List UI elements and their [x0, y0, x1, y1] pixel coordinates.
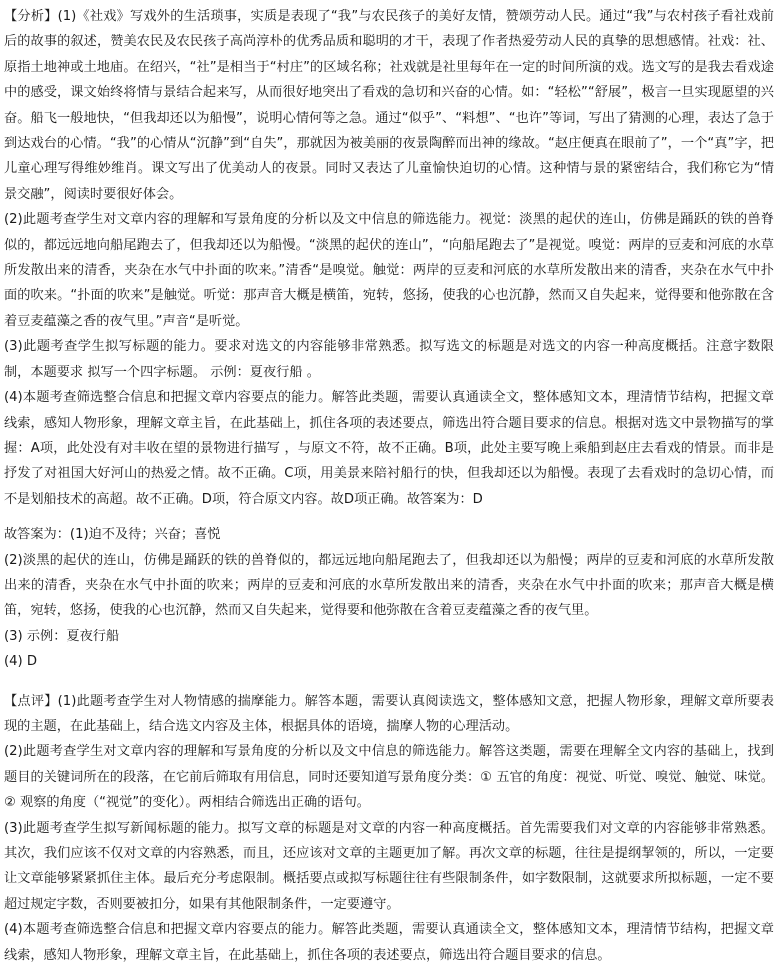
analysis-part-1: 【分析】(1)《社戏》写戏外的生活琐事，实质是表现了“我”与农民孩子的美好友情，赞颂劳动人民。通过“我”与农村孩子看社戏前后的故事的叙述，赞美农民及农民孩子高尚淳朴的优秀品质和聪明的才干，表现了作者热爱劳动人民的真挚的思想感情。社戏：社、原指土地神或土地庙。在绍兴，“社”是相当于“村庄”的区域名称；社戏就是社里每年在一定的时间所演的戏。选文写的是我去看戏途中的感受，课文始终将情与景结合起来写，从而很好地突出了看戏的急切和兴奋的心情。如：“轻松”“舒展”，极言一旦实现愿望的兴奋。船飞一般地快，“但我却还以为船慢”，说明心情何等之急。通过“似乎”、“料想”、“也许”等词，写出了猜测的心理，表达了急于到达戏台的心情。“我”的心情从“沉静”到“自失”，那就因为被美丽的夜景陶醉而出神的缘故。“赵庄便真在眼前了”，一个“真”字，把儿童心理写得维妙维肖。课文写出了优美动人的夜景。同时又表达了儿童愉快迫切的心情。这种情与景的紧密结合，我们称它为“情景交融”，阅读时要很好体会。: [4, 9, 774, 202]
answer-part-2: (2)淡黑的起伏的连山，仿佛是踊跃的铁的兽脊似的，都远远地向船尾跑去了，但我却还以为船慢；两岸的豆麦和河底的水草所发散出来的清香，夹杂在水气中扑面的吹来；两岸的豆麦和河底的水草所发散出来的清香，夹杂在水气中扑面的吹来；那声音大概是横笛，宛转，悠扬，使我的心也沉静，然而又自失起来，觉得要和他弥散在含着豆麦蕴藻之香的夜气里。: [4, 552, 774, 619]
comment-part-2: (2)此题考查学生对文章内容的理解和写景角度的分析以及文中信息的筛选能力。解答这类题，需要在理解全文内容的基础上，找到题目的关键词所在的段落，在它前后筛取有用信息，同时还要知道写景角度分类：① 五官的角度：视觉、听觉、嗅觉、触觉、味觉。② 观察的角度（“视觉”的变化）。两相结合筛选出正确的语句。: [4, 744, 774, 811]
analysis-part-3: (3)此题考查学生拟写标题的能力。要求对选文的内容能够非常熟悉。拟写选文的标题是对选文的内容一种高度概括。注意字数限制，本题要求 拟写一个四字标题。 示例：夏夜行船 。: [4, 339, 774, 380]
answer-part-4: (4) D: [4, 654, 38, 670]
section-gap: [4, 512, 774, 522]
comment-part-4: (4)本题考查筛选整合信息和把握文章内容要点的能力。解答此类题，需要认真通读全文，整体感知文本，理清情节结构，把握文章线索，感知人物形象，理解文章主旨，在此基础上，抓住各项的表述要点，筛选出符合题目要求的信息。: [4, 922, 774, 963]
section-gap: [4, 675, 774, 689]
answer-part-3: (3) 示例：夏夜行船: [4, 628, 120, 644]
comment-part-3: (3)此题考查学生拟写新闻标题的能力。拟写文章的标题是对文章的内容一种高度概括。首先需要我们对文章的内容能够非常熟悉。其次，我们应该不仅对文章的内容熟悉，而且，还应该对文章的主题更加了解。再次文章的标题，往往是提纲挈领的，所以，一定要让文章能够紧紧抓住主体。最后充分考虑限制。概括要点或拟写标题往往有些限制条件，如字数限制，这就要求所拟标题，一定不要超过规定字数，否则要被扣分，如果有其他限制条件，一定要遵守。: [4, 820, 774, 912]
analysis-part-4: (4)本题考查筛选整合信息和把握文章内容要点的能力。解答此类题，需要认真通读全文，整体感知文本，理清情节结构，把握文章线索，感知人物形象，理解文章主旨，在此基础上，抓住各项的表述要点，筛选出符合题目要求的信息。根据对选文中景物描写的掌握：A项，此处没有对丰收在望的景物进行描写 ，与原文不符，故不正确。B项，此处主要写晚上乘船到赵庄去看戏的情景。而非是抒发了对祖国大好河山的热爱之情。故不正确。C项，用美景来陪衬船行的快，但我却还以为船慢。表现了去看戏时的急切心情，而不是划船技术的高超。故不正确。D项，符合原文内容。故D项正确。故答案为：D: [4, 390, 774, 507]
comment-part-1: 【点评】(1)此题考查学生对人物情感的揣摩能力。解答本题，需要认真阅读选文，整体感知文意，把握人物形象，理解文章所要表现的主题，在此基础上，结合选文内容及主体，根据具体的语境，揣摩人物的心理活动。: [4, 693, 774, 734]
answer-part-1: 故答案为：(1)迫不及待；兴奋；喜悦: [4, 527, 221, 543]
analysis-part-2: (2)此题考查学生对文章内容的理解和写景角度的分析以及文中信息的筛选能力。视觉：淡黑的起伏的连山，仿佛是踊跃的铁的兽脊似的，都远远地向船尾跑去了，但我却还以为船慢。“淡黑的起伏的连山”，“向船尾跑去了”是视觉。嗅觉：两岸的豆麦和河底的水草所发散出来的清香，夹杂在水气中扑面的吹来。”清香“是嗅觉。触觉：两岸的豆麦和河底的水草所发散出来的清香，夹杂在水气中扑面的吹来。“扑面的吹来”是触觉。听觉：那声音大概是横笛，宛转，悠扬，使我的心也沉静，然而又自失起来，觉得要和他弥散在含着豆麦蕴藻之香的夜气里。”声音“是听觉。: [4, 212, 774, 329]
